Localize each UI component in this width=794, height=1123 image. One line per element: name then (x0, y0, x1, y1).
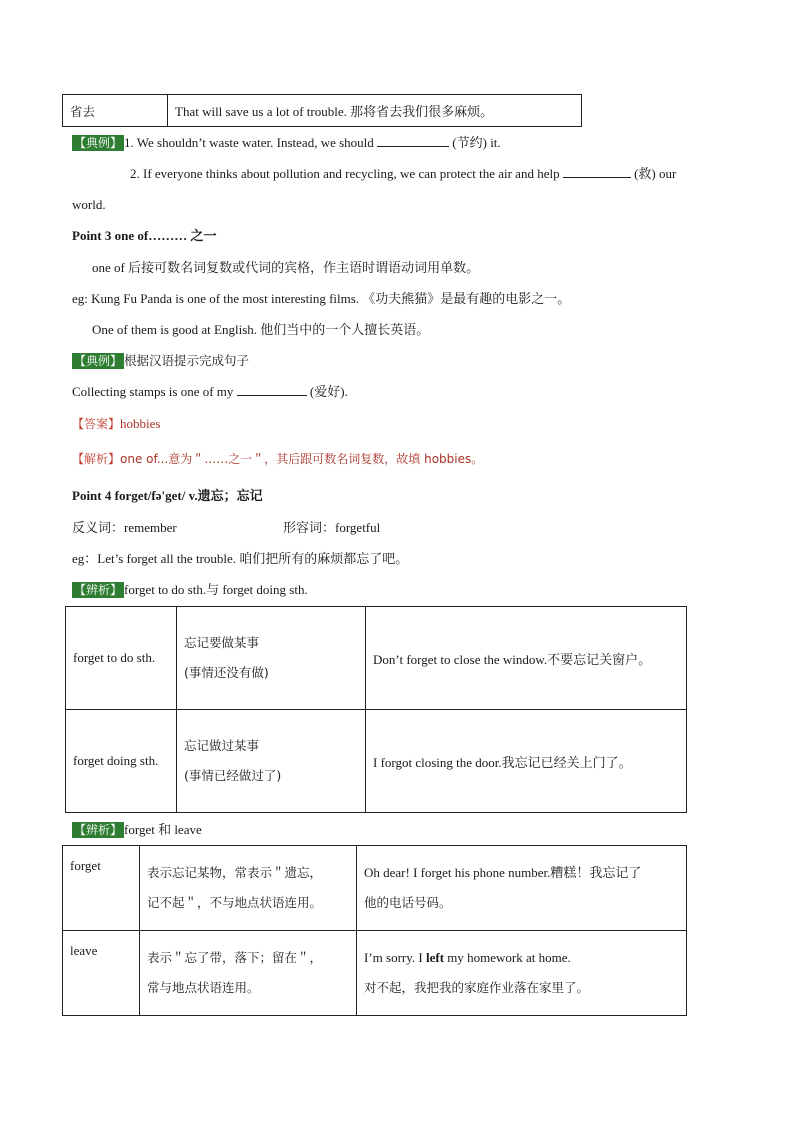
table-row: forget doing sth. 忘记做过某事 (事情已经做过了) I forgot closing the door.我忘记已经关上门了。 (66, 710, 687, 813)
answer-blank (377, 134, 449, 147)
table-row: forget to do sth. 忘记要做某事 (事情还没有做) Don’t forget to close the window.不要忘记关窗户。 (66, 607, 687, 710)
analysis-tag: 【解析】 (72, 452, 121, 466)
point3-title: Point 3 one of……… 之一 (72, 228, 217, 243)
point3-question: Collecting stamps is one of my (爱好). (72, 384, 348, 399)
forget-usage-table (65, 606, 687, 813)
point3-desc: one of 后接可数名词复数或代词的宾格，作主语时谓语动词用单数。 (92, 260, 480, 275)
top-table (62, 94, 582, 127)
point4-adjective: 形容词：forgetful (283, 520, 381, 535)
table-row: leave 表示＂忘了带，落下；留在＂， 常与地点状语连用。 I’m sorry. I left my homework at home. 对不起，我把我的家庭作业落在家里了。 (63, 931, 687, 1016)
point3-answer: 【答案】hobbies (72, 416, 161, 431)
distinguish-tag: 【辨析】 (74, 583, 123, 597)
top-table-example: That will save us a lot of trouble. 那将省去我们很多麻烦。 (168, 95, 582, 127)
table-row: forget 表示忘记某物，常表示＂遗忘， 记不起＂，不与地点状语连用。 Oh dear! I forget his phone number.糟糕！我忘记了 他的电话号码。 (63, 846, 687, 931)
point4-antonym: 反义词：remember (72, 520, 177, 535)
point3-example: 【典例】 根据汉语提示完成句子 (74, 353, 250, 368)
answer-tag: 【答案】 (72, 417, 121, 431)
top-table-term: 省去 (63, 95, 168, 127)
example1-q2-cont: world. (72, 197, 106, 212)
answer-blank (563, 165, 631, 178)
point3-eg1: eg: Kung Fu Panda is one of the most interesting films. 《功夫熊猫》是最有趣的电影之一。 (72, 291, 571, 306)
point4-eg: eg：Let’s forget all the trouble. 咱们把所有的麻烦都忘了吧。 (72, 551, 409, 566)
answer-blank (237, 383, 307, 396)
point4-title: Point 4 forget/fə'get/ v.遗忘；忘记 (72, 488, 263, 503)
example1-q1: 【典例】 1. We shouldn’t waste water. Instead, we should (节约) it. (74, 135, 501, 150)
example-tag: 【典例】 (74, 354, 123, 368)
point4-diff1: 【辨析】 forget to do sth.与 forget doing sth. (74, 582, 308, 597)
point4-diff2: 【辨析】 forget 和 leave (74, 822, 202, 837)
example1-q2: 2. If everyone thinks about pollution and recycling, we can protect the air and help (救) our (130, 166, 677, 181)
forget-leave-table (62, 845, 687, 1016)
example-tag: 【典例】 (74, 136, 123, 150)
point3-eg2: One of them is good at English. 他们当中的一个人擅长英语。 (92, 322, 430, 337)
point3-analysis: 【解析】one of...意为＂……之一＂，其后跟可数名词复数，故填 hobbies。 (72, 452, 484, 466)
distinguish-tag: 【辨析】 (74, 823, 123, 837)
